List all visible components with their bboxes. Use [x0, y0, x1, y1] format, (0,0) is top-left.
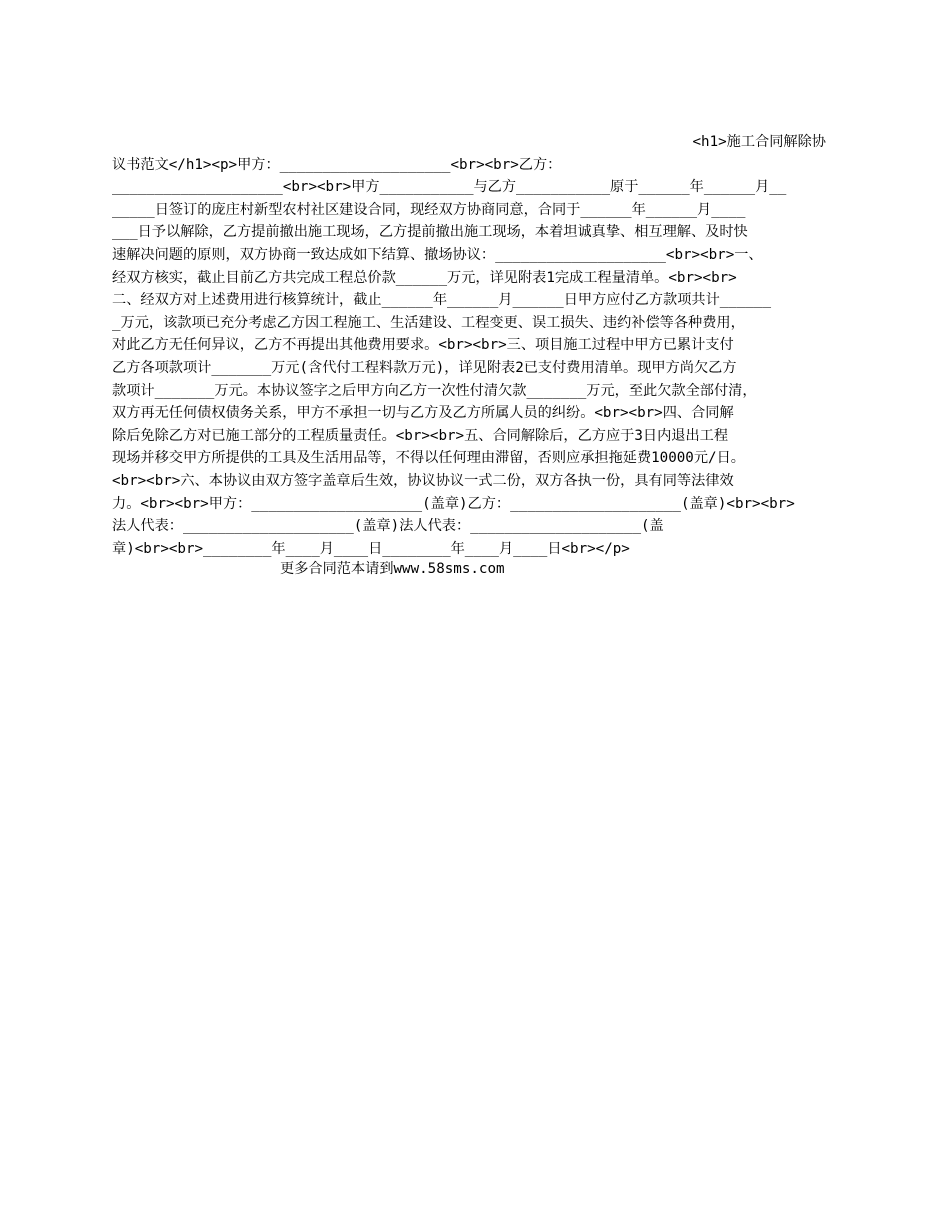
- text-line: <br><br>六、本协议由双方签字盖章后生效，协议协议一式二份，双方各执一份，具有同等法律效: [112, 472, 734, 489]
- text-line: 款项计_______万元。本协议签字之后甲方向乙方一次性付清欠款_______万元，至此欠款全部付清，: [112, 382, 757, 399]
- text-line: 法人代表：____________________(盖章)法人代表：____________________(盖: [112, 518, 664, 535]
- text-line: 乙方各项款项计_______万元(含代付工程料款万元)，详见附表2已支付费用清单。现甲方尚欠乙方: [112, 359, 737, 376]
- text-line: ___日予以解除，乙方提前撤出施工现场，乙方提前撤出施工现场，本着坦诚真挚、相互理解、及时快: [112, 224, 748, 241]
- text-line: 速解决问题的原则，双方协商一致达成如下结算、撤场协议：____________________<br><br>一、: [112, 246, 763, 263]
- text-line: 经双方核实，截止目前乙方共完成工程总价款______万元，详见附表1完成工程量清单。<br><br>: [112, 269, 737, 286]
- text-line: 议书范文</h1><p>甲方：____________________<br><br>乙方：: [112, 156, 562, 173]
- text-line: 双方再无任何债权债务关系，甲方不承担一切与乙方及乙方所属人员的纠纷。<br><br>四、合同解: [112, 405, 734, 422]
- text-line: 对此乙方无任何异议，乙方不再提出其他费用要求。<br><br>三、项目施工过程中甲方已累计支付: [112, 337, 734, 354]
- text-line: 章)<br><br>________年____月____日________年____月____日<br></p>: [112, 540, 630, 557]
- text-line: <h1>施工合同解除协: [692, 134, 826, 150]
- text-line: ____________________<br><br>甲方___________与乙方___________原于______年______月__: [112, 179, 787, 196]
- contract-body: [112, 131, 840, 560]
- footer-link-text: 更多合同范本请到www.58sms.com: [280, 561, 505, 577]
- text-line: 除后免除乙方对已施工部分的工程质量责任。<br><br>五、合同解除后，乙方应于3日内退出工程: [112, 427, 729, 444]
- text-line: _万元，该款项已充分考虑乙方因工程施工、生活建设、工程变更、误工损失、违约补偿等各种费用，: [112, 314, 745, 331]
- text-line: 二、经双方对上述费用进行核算统计，截止______年______月______日甲方应付乙方款项共计______: [112, 292, 772, 309]
- text-line: _____日签订的庞庄村新型农村社区建设合同，现经双方协商同意，合同于______年______月____: [112, 201, 746, 218]
- text-line: 现场并移交甲方所提供的工具及生活用品等，不得以任何理由滞留，否则应承担拖延费10000元/日。: [112, 450, 745, 467]
- text-line: 力。<br><br>甲方：____________________(盖章)乙方：____________________(盖章)<br><br>: [112, 495, 795, 512]
